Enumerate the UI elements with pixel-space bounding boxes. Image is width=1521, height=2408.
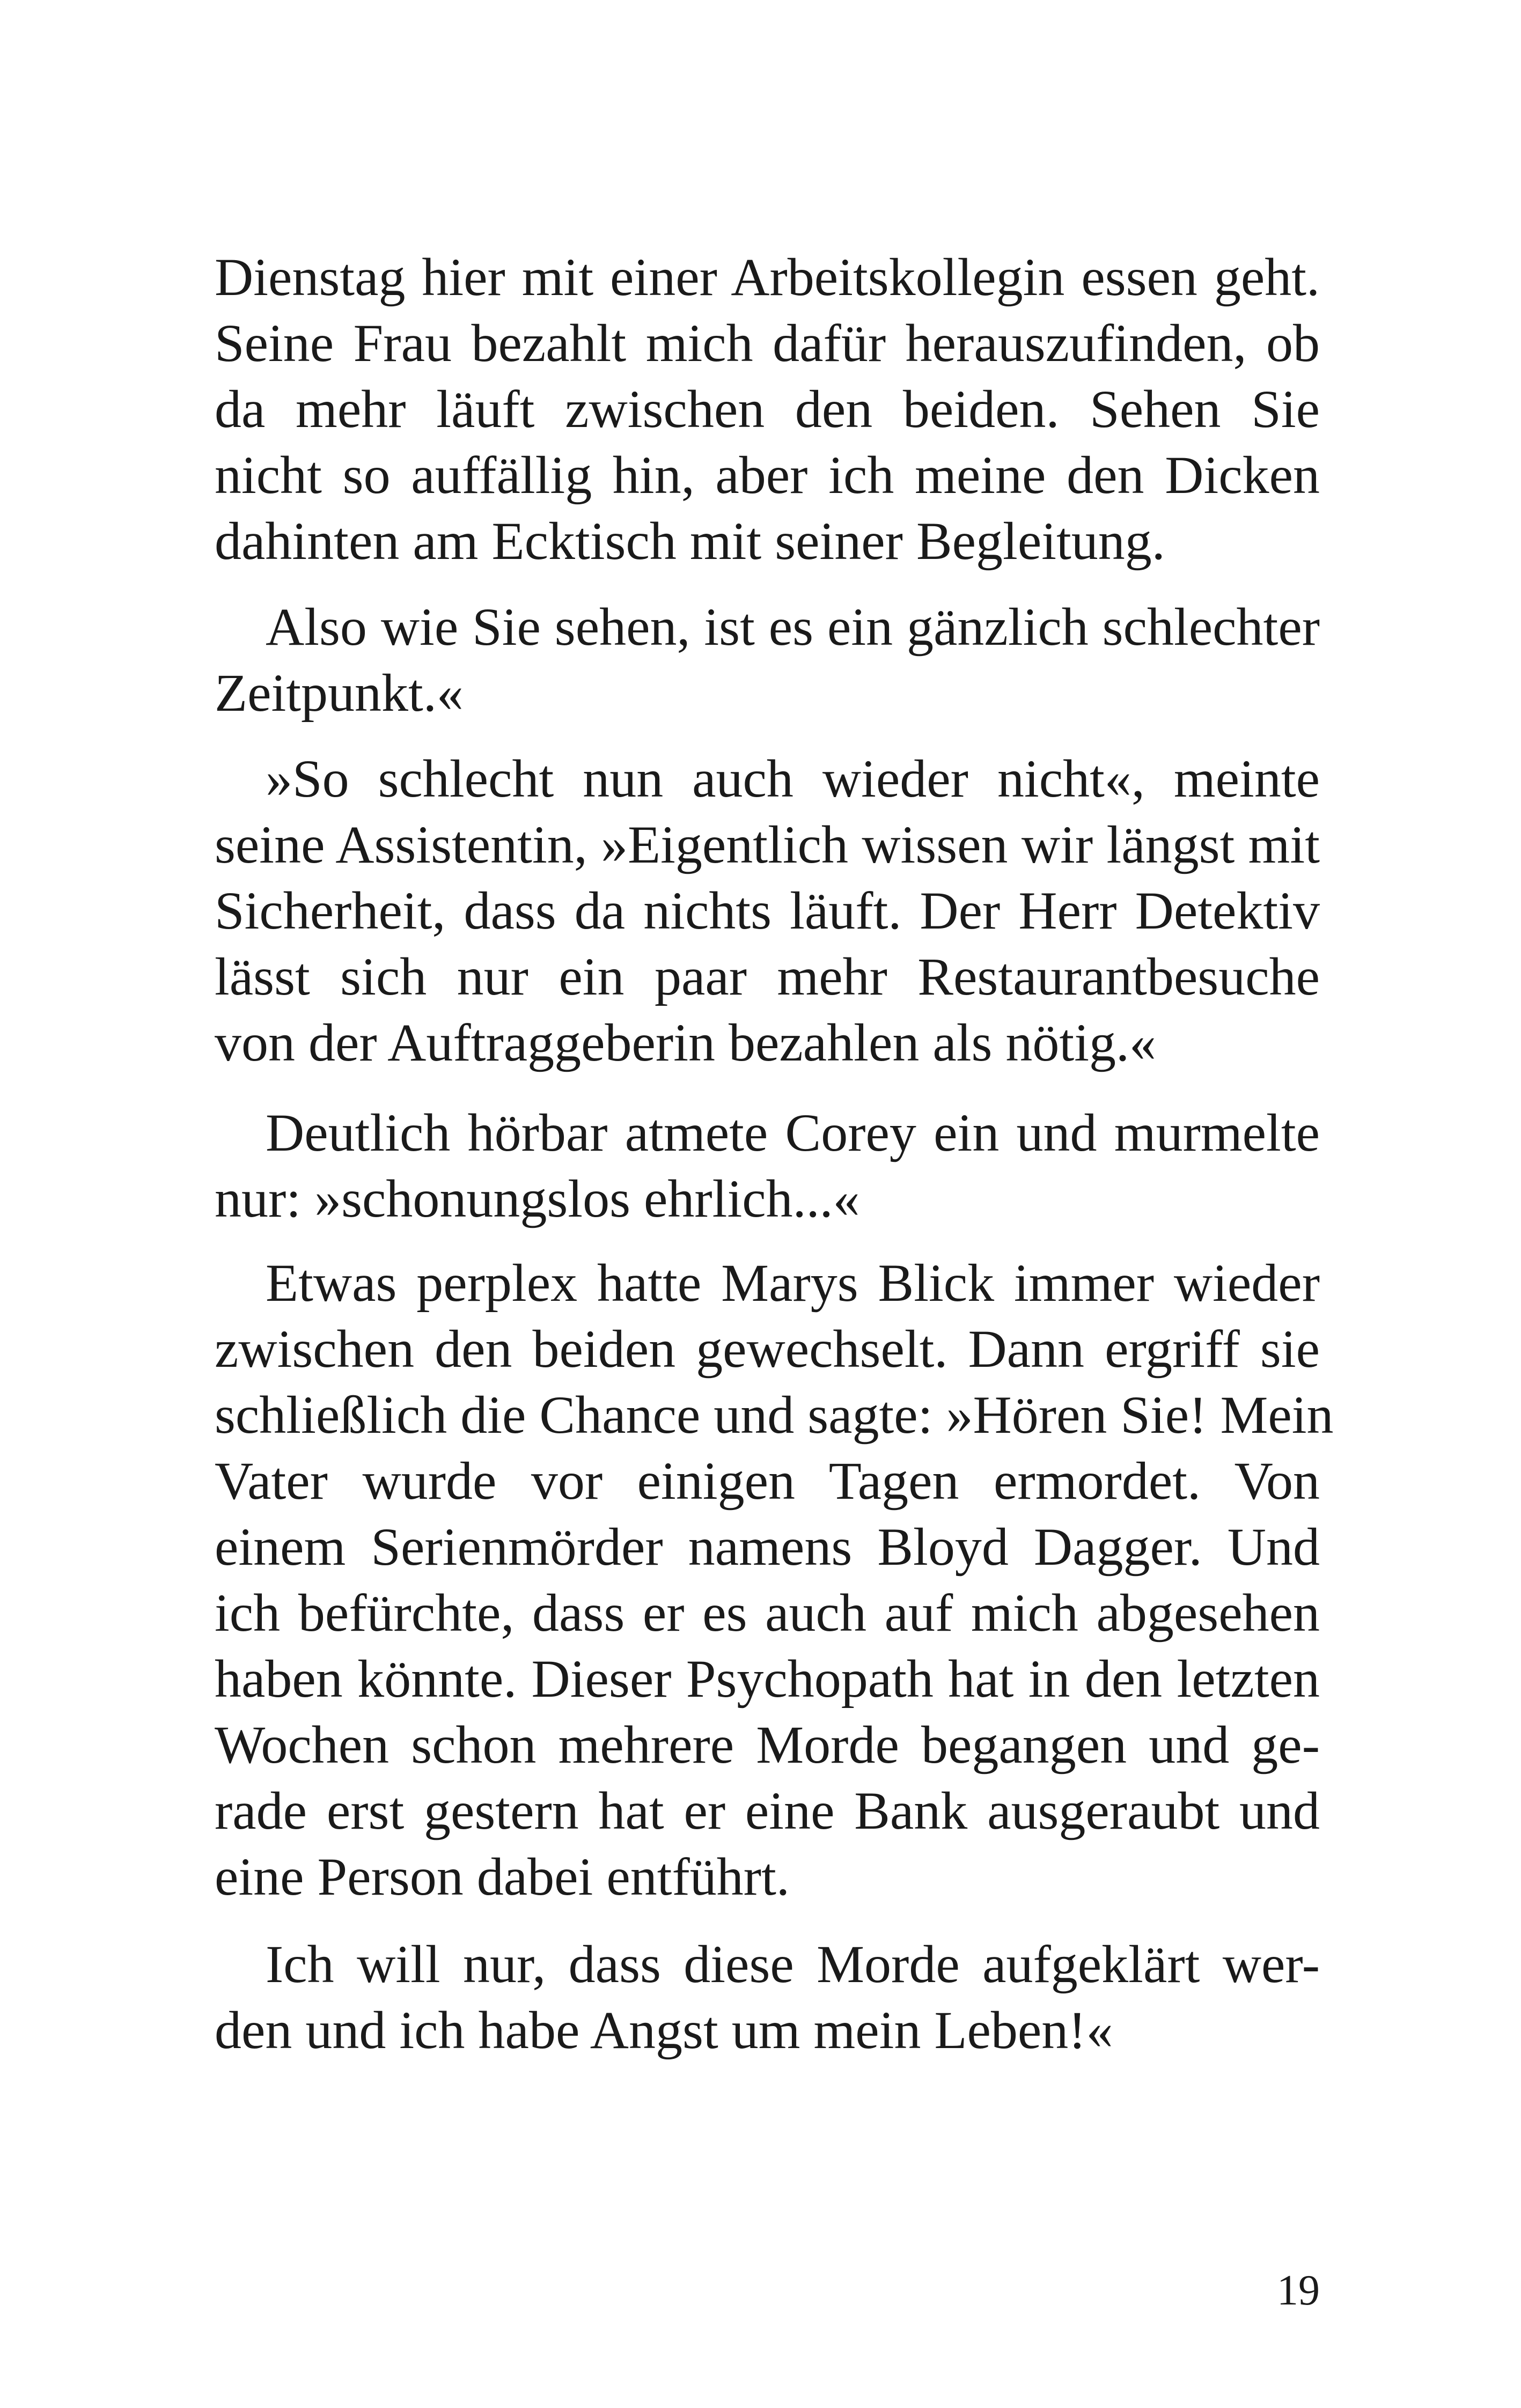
text-line: rade erst gestern hat er eine Bank ausgeraubt und bbox=[215, 1781, 1320, 1840]
paragraph-5 bbox=[215, 1250, 1334, 1910]
text-line: Also wie Sie sehen, ist es ein gänzlich schlechter bbox=[266, 597, 1320, 657]
text-line: da mehr läuft zwischen den beiden. Sehen Sie bbox=[215, 379, 1320, 439]
text-line: Deutlich hörbar atmete Corey ein und murmelte bbox=[266, 1103, 1320, 1162]
text-line: Wochen schon mehrere Morde begangen und ge- bbox=[215, 1715, 1320, 1774]
text-line: ich befürchte, dass er es auch auf mich abgesehen bbox=[215, 1583, 1320, 1643]
text-line: nur: »schonungslos ehrlich...« bbox=[215, 1169, 860, 1228]
text-line: lässt sich nur ein paar mehr Restaurantbesuche bbox=[215, 947, 1320, 1006]
paragraph-6 bbox=[215, 1931, 1320, 2063]
text-line: haben könnte. Dieser Psychopath hat in den letzten bbox=[215, 1649, 1320, 1709]
paragraph-4 bbox=[215, 1100, 1320, 1232]
text-line: Seine Frau bezahlt mich dafür herauszufinden, ob bbox=[215, 313, 1320, 373]
text-line: den und ich habe Angst um mein Leben!« bbox=[215, 2000, 1113, 2060]
text-line: Zeitpunkt.« bbox=[215, 663, 464, 723]
text-line: Dienstag hier mit einer Arbeitskollegin essen geht. bbox=[215, 247, 1320, 307]
text-line: seine Assistentin, »Eigentlich wissen wir längst mit bbox=[215, 815, 1320, 874]
paragraph-2 bbox=[215, 594, 1320, 726]
text-line: Sicherheit, dass da nichts läuft. Der Herr Detektiv bbox=[215, 881, 1320, 940]
text-line: nicht so auffällig hin, aber ich meine den Dicken bbox=[215, 445, 1320, 505]
text-line: Etwas perplex hatte Marys Blick immer wieder bbox=[266, 1253, 1320, 1313]
text-line: zwischen den beiden gewechselt. Dann ergriff sie bbox=[215, 1319, 1320, 1379]
text-line: Vater wurde vor einigen Tagen ermordet. Von bbox=[215, 1451, 1320, 1511]
paragraph-1 bbox=[215, 244, 1320, 574]
text-line: eine Person dabei entführt. bbox=[215, 1847, 790, 1906]
text-line: schließlich die Chance und sagte: »Hören Sie! Mein bbox=[215, 1385, 1334, 1445]
page-number: 19 bbox=[1277, 2267, 1320, 2314]
text-line: »So schlecht nun auch wieder nicht«, meinte bbox=[266, 749, 1320, 808]
paragraph-3 bbox=[215, 746, 1320, 1076]
text-line: einem Serienmörder namens Bloyd Dagger. Und bbox=[215, 1517, 1320, 1577]
text-line: von der Auftraggeberin bezahlen als nötig.« bbox=[215, 1013, 1156, 1072]
text-line: Ich will nur, dass diese Morde aufgeklärt wer- bbox=[266, 1934, 1320, 1994]
text-line: dahinten am Ecktisch mit seiner Begleitung. bbox=[215, 511, 1165, 571]
